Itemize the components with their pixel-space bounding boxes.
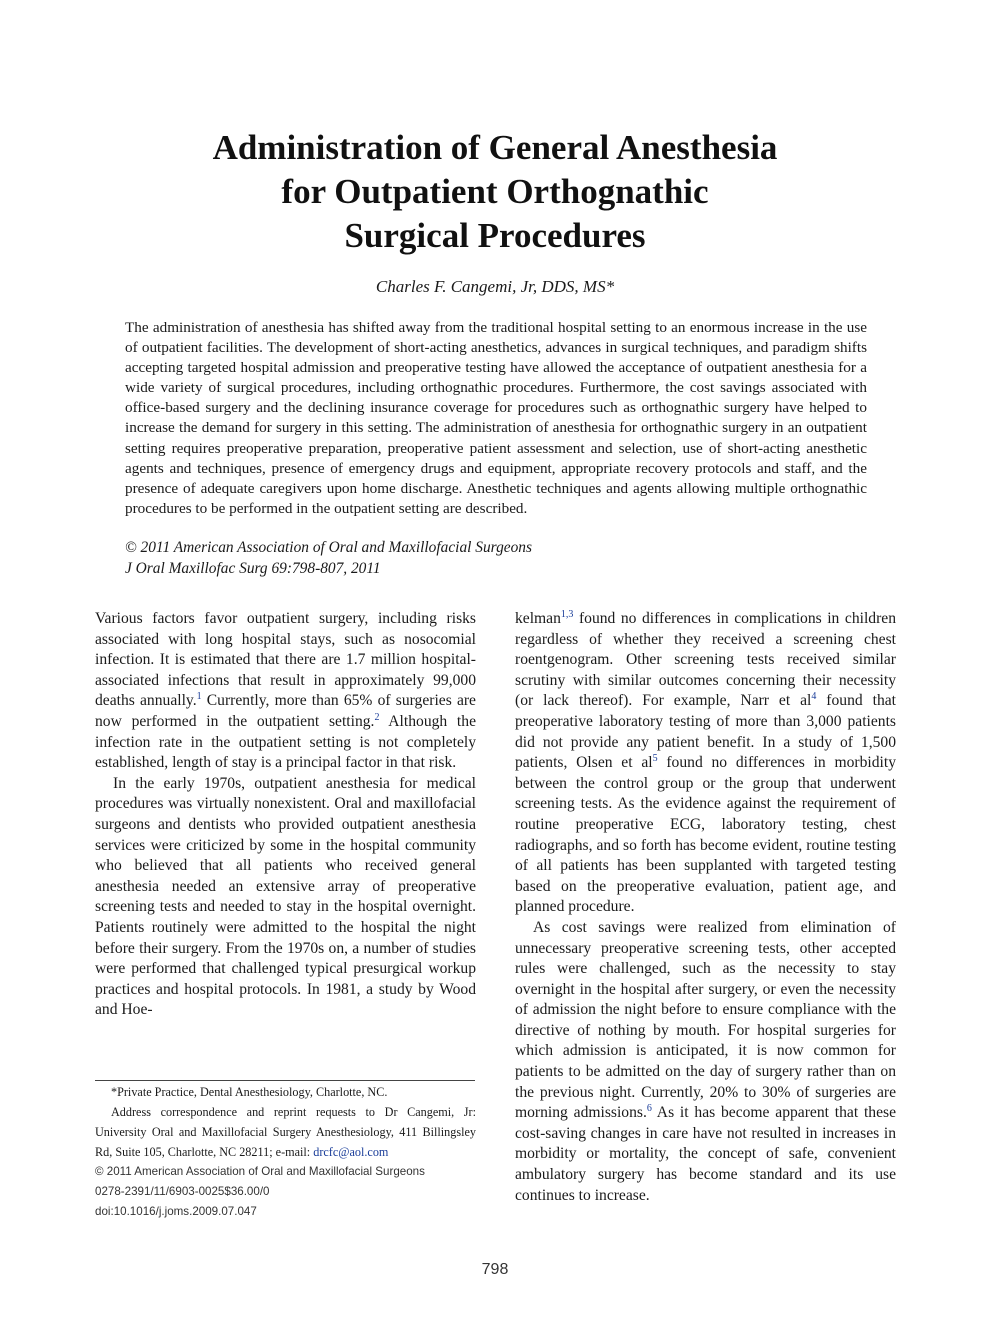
body-paragraph [515,609,896,918]
correspondence-address [95,1102,476,1162]
paragraph-text: kelman [515,610,561,627]
paragraph-text: found no differences in morbidity between the control group or the group that underwent screening tests. As the evidence against the requirement of routine preoperative ECG, laboratory testing, chest radiographs, and so forth has become evident, routine testing of all patients has been supplanted with targeted testing based on the preoperative evaluation, patient age, and planned procedure. [515,754,896,916]
article-title [95,126,895,258]
issn-code: 0278-2391/11/6903-0025$36.00/0 [95,1185,270,1198]
citation-ref-1[interactable]: 1 [196,691,202,703]
right-column [515,609,896,1206]
body-paragraph: In the early 1970s, outpatient anesthesia for medical procedures was virtually nonexistent. Oral and maxillofacial surgeons and dentists who provided outpatient anesthesia services were criticized by some in the hospital community who believed that all patients who received general anesthesia needed an extensive array of preoperative screening tests and needed to stay in the hospital overnight. Patients routinely were admitted to the hospital the night before their surgery. From the 1970s on, a number of studies were performed that challenged typical presurgical workup practices and hospital protocols. In 1981, a study by Wood and Hoe- [95,774,476,1019]
email-link[interactable]: drcfc@aol.com [313,1145,389,1159]
author-byline: Charles F. Cangemi, Jr, DDS, MS* [375,277,615,296]
title-line-3: Surgical Procedures [344,216,646,255]
journal-citation: J Oral Maxillofac Surg 69:798-807, 2011 [125,560,381,577]
paragraph-text: Although the infection rate in the outpatient setting is not completely established, length of stay is a principal factor in that risk. [95,712,476,772]
title-line-2: for Outpatient Orthognathic [281,172,709,211]
body-paragraph [95,609,476,774]
page-number: 798 [481,1261,509,1278]
footnote-divider [95,1080,475,1081]
citation-ref-5[interactable]: 5 [652,752,658,764]
doi: doi:10.1016/j.joms.2009.07.047 [95,1205,257,1218]
paragraph-text: found no differences in complications in children regardless of whether they received a screening chest roentgenogram. Other screening tests received similar scrutiny with similar outcomes concerning their necessity (or lack thereof). For example, Narr et al [515,610,896,710]
body-paragraph [515,918,896,1206]
paragraph-text: found that preoperative laboratory testing of more than 3,000 patients did not provide any patient benefit. In a study of 1,500 patients, Olsen et al [515,692,896,772]
paragraph-text: Currently, more than 65% of surgeries are now performed in the outpatient setting. [95,692,476,730]
title-line-1: Administration of General Anesthesia [212,128,778,167]
author-affiliation: *Private Practice, Dental Anesthesiology, Charlotte, NC. [111,1085,388,1099]
address-text: Address correspondence and reprint requests to Dr Cangemi, Jr: University Oral and Maxillofacial Surgery Anesthesiology, 411 Billingsley Rd, Suite 105, Charlotte, NC 28211; e-mail: [95,1105,476,1159]
paragraph-text: As it has become apparent that these cost-saving changes in care have not resulted in increases in morbidity or mortality, the concept of safe, convenient ambulatory surgery has become standard and its use continues to increase. [515,1104,896,1204]
citation-ref-6[interactable]: 6 [646,1103,652,1115]
left-column [95,609,476,1021]
abstract: The administration of anesthesia has shifted away from the traditional hospital setting to an enormous increase in the use of outpatient facilities. The development of short-acting anesthetics, advances in surgical techniques, and paradigm shifts accepting targeted hospital admission and preoperative testing have allowed the acceptance of outpatient anesthesia for a wide variety of surgical procedures, including orthognathic procedures. Furthermore, the cost savings associated with office-based surgery and the declining insurance coverage for procedures such as orthognathic surgery have helped to increase the demand for surgery in this setting. The administration of anesthesia for orthognathic surgery in an outpatient setting requires preoperative preparation, preoperative patient assessment and selection, use of short-acting anesthetic agents and techniques, presence of emergency drugs and equipment, appropriate recovery protocols and staff, and the presence of adequate caregivers upon home discharge. Anesthetic techniques and agents allowing multiple orthognathic procedures to be performed in the outpatient setting are described. [125,319,867,517]
citation-ref-2[interactable]: 2 [374,711,380,723]
paragraph-text: As cost savings were realized from elimination of unnecessary preoperative screening tests, other accepted rules were challenged, such as the necessity to stay overnight in the hospital after surgery, or even the necessity of admission the night before to ensure compliance with the directive of nothing by mouth. For hospital surgeries for which admission is anticipated, it is now common for patients to be admitted on the day of surgery rather than on the previous night. Currently, 20% to 30% of surgeries are morning admissions. [515,918,896,1122]
citation-ref-4[interactable]: 4 [811,691,817,703]
footnotes [95,1082,476,1222]
citation-ref-1-3[interactable]: 1,3 [560,608,574,620]
abstract-copyright: © 2011 American Association of Oral and Maxillofacial Surgeons [125,539,532,556]
paragraph-text: Various factors favor outpatient surgery, including risks associated with long hospital stays, such as nosocomial infection. It is estimated that there are 1.7 million hospital-associated infections that result in approximately 99,000 deaths annually. [95,610,476,710]
footnote-copyright: © 2011 American Association of Oral and Maxillofacial Surgeons [95,1165,425,1178]
